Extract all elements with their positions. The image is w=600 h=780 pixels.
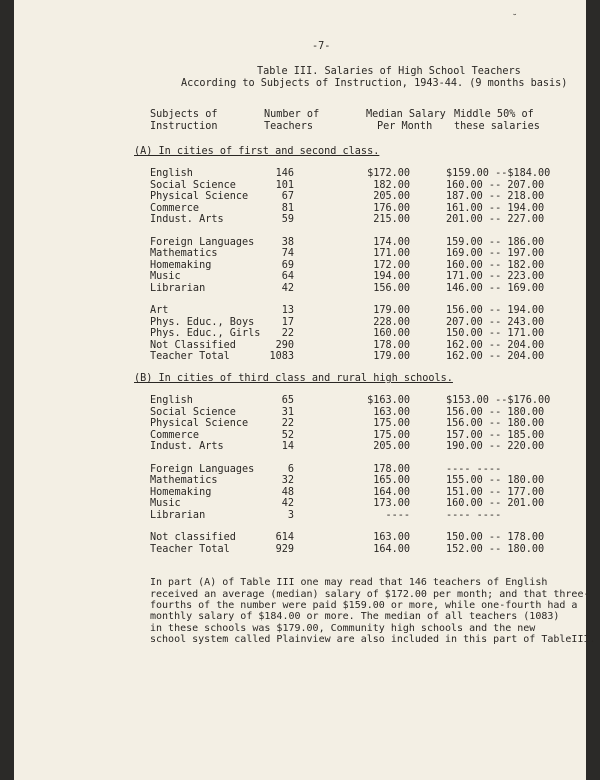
median-cell: 172.00 <box>373 259 410 271</box>
number-cell: 81 <box>281 202 294 214</box>
subject-cell: Mathematics <box>150 475 218 487</box>
page-number: -7- <box>312 41 331 52</box>
median-cell: 178.00 <box>373 463 410 475</box>
number-cell: 22 <box>281 418 294 430</box>
subject-cell: Teacher Total <box>150 543 230 555</box>
header-number: Teachers <box>264 121 314 132</box>
range-cell: 161.00 -- 194.00 <box>446 202 545 214</box>
median-cell: 163.00 <box>373 406 410 418</box>
median-cell: 156.00 <box>373 282 410 294</box>
subject-cell: Art <box>150 305 169 316</box>
range-cell: 152.00 -- 180.00 <box>446 543 545 555</box>
range-cell: 190.00 -- 220.00 <box>446 441 545 453</box>
subject-cell: Indust. Arts <box>150 214 224 226</box>
median-cell: 205.00 <box>373 191 410 203</box>
median-cell: 182.00 <box>373 179 410 191</box>
range-cell: ---- ---- <box>446 463 502 475</box>
median-cell: 171.00 <box>373 248 410 260</box>
median-cell: 179.00 <box>373 351 410 363</box>
subject-cell: Social Science <box>150 179 236 191</box>
median-cell: 173.00 <box>373 498 410 510</box>
median-cell: ---- <box>385 509 410 521</box>
range-cell: 156.00 -- 180.00 <box>446 418 545 430</box>
median-cell: $163.00 <box>367 395 410 406</box>
corner-mark: ˘ <box>512 14 518 24</box>
subject-cell: English <box>150 168 193 179</box>
range-cell: 169.00 -- 197.00 <box>446 248 545 260</box>
subject-cell: Commerce <box>150 429 200 441</box>
subject-cell: Foreign Languages <box>150 463 255 475</box>
header-subjects: Subjects of <box>150 109 218 120</box>
median-cell: 179.00 <box>373 305 410 316</box>
paragraph-line: fourths of the number were paid $159.00 or more, while one-fourth had a <box>150 600 578 611</box>
number-cell: 3 <box>287 509 294 521</box>
number-cell: 14 <box>281 441 294 453</box>
median-cell: 175.00 <box>373 429 410 441</box>
subject-cell: Physical Science <box>150 418 249 430</box>
subject-cell: Indust. Arts <box>150 441 224 453</box>
median-cell: 205.00 <box>373 441 410 453</box>
range-cell: 146.00 -- 169.00 <box>446 282 545 294</box>
number-cell: 42 <box>281 282 294 294</box>
number-cell: 13 <box>281 305 294 316</box>
subject-cell: Teacher Total <box>150 351 230 363</box>
paragraph-line: school system called Plainview are also included in this part of TableIII. <box>150 634 596 645</box>
subject-cell: English <box>150 395 193 406</box>
number-cell: 38 <box>281 236 294 248</box>
header-subjects: Instruction <box>150 121 218 132</box>
header-number: Number of <box>264 109 320 120</box>
paragraph-line: monthly salary of $184.00 or more. The median of all teachers (1083) <box>150 611 560 622</box>
range-cell: 150.00 -- 171.00 <box>446 328 545 340</box>
number-cell: 48 <box>281 486 294 498</box>
range-cell: 150.00 -- 178.00 <box>446 532 545 543</box>
subject-cell: Music <box>150 271 181 283</box>
range-cell: 159.00 -- 186.00 <box>446 236 545 248</box>
median-cell: 164.00 <box>373 543 410 555</box>
header-median: Per Month <box>377 121 433 132</box>
subject-cell: Foreign Languages <box>150 236 255 248</box>
document-page <box>14 0 596 780</box>
median-cell: 178.00 <box>373 339 410 351</box>
number-cell: 74 <box>281 248 294 260</box>
section-label-b: (B) In cities of third class and rural high schools. <box>134 373 453 384</box>
range-cell: 207.00 -- 243.00 <box>446 316 545 328</box>
number-cell: 59 <box>281 214 294 226</box>
number-cell: 101 <box>275 179 294 191</box>
header-median: Median Salary <box>366 109 446 120</box>
median-cell: 163.00 <box>373 532 410 543</box>
range-cell: 160.00 -- 207.00 <box>446 179 545 191</box>
range-cell: 156.00 -- 180.00 <box>446 406 545 418</box>
subject-cell: Music <box>150 498 181 510</box>
range-cell: 171.00 -- 223.00 <box>446 271 545 283</box>
number-cell: 32 <box>281 475 294 487</box>
number-cell: 67 <box>281 191 294 203</box>
section-label-a: (A) In cities of first and second class. <box>134 146 380 157</box>
range-cell: 187.00 -- 218.00 <box>446 191 545 203</box>
range-cell: $153.00 --$176.00 <box>446 395 551 406</box>
range-cell: 162.00 -- 204.00 <box>446 351 545 363</box>
range-cell: 155.00 -- 180.00 <box>446 475 545 487</box>
median-cell: 176.00 <box>373 202 410 214</box>
median-cell: $172.00 <box>367 168 410 179</box>
range-cell: ---- ---- <box>446 509 502 521</box>
number-cell: 31 <box>281 406 294 418</box>
number-cell: 65 <box>281 395 294 406</box>
number-cell: 22 <box>281 328 294 340</box>
median-cell: 174.00 <box>373 236 410 248</box>
median-cell: 194.00 <box>373 271 410 283</box>
number-cell: 146 <box>275 168 294 179</box>
subject-cell: Phys. Educ., Boys <box>150 316 255 328</box>
table-title: Table III. Salaries of High School Teachers <box>257 66 521 77</box>
subject-cell: Homemaking <box>150 259 212 271</box>
range-cell: 156.00 -- 194.00 <box>446 305 545 316</box>
subject-cell: Commerce <box>150 202 200 214</box>
number-cell: 64 <box>281 271 294 283</box>
range-cell: $159.00 --$184.00 <box>446 168 551 179</box>
range-cell: 201.00 -- 227.00 <box>446 214 545 226</box>
number-cell: 614 <box>275 532 294 543</box>
range-cell: 160.00 -- 201.00 <box>446 498 545 510</box>
median-cell: 165.00 <box>373 475 410 487</box>
paragraph-line: In part (A) of Table III one may read that 146 teachers of English <box>150 577 548 588</box>
median-cell: 228.00 <box>373 316 410 328</box>
number-cell: 1083 <box>269 351 294 363</box>
number-cell: 17 <box>281 316 294 328</box>
number-cell: 42 <box>281 498 294 510</box>
number-cell: 6 <box>287 463 294 475</box>
subject-cell: Not classified <box>150 532 236 543</box>
subject-cell: Phys. Educ., Girls <box>150 328 261 340</box>
median-cell: 175.00 <box>373 418 410 430</box>
number-cell: 929 <box>275 543 294 555</box>
range-cell: 162.00 -- 204.00 <box>446 339 545 351</box>
table-subtitle: According to Subjects of Instruction, 1943-44. (9 months basis) <box>181 78 568 89</box>
range-cell: 160.00 -- 182.00 <box>446 259 545 271</box>
number-cell: 290 <box>275 339 294 351</box>
range-cell: 151.00 -- 177.00 <box>446 486 545 498</box>
number-cell: 52 <box>281 429 294 441</box>
subject-cell: Librarian <box>150 282 206 294</box>
header-middle: Middle 50% of <box>454 109 534 120</box>
header-middle: these salaries <box>454 121 540 132</box>
paragraph-line: in these schools was $179.00, Community high schools and the new <box>150 623 536 634</box>
subject-cell: Homemaking <box>150 486 212 498</box>
subject-cell: Not Classified <box>150 339 236 351</box>
subject-cell: Physical Science <box>150 191 249 203</box>
range-cell: 157.00 -- 185.00 <box>446 429 545 441</box>
median-cell: 215.00 <box>373 214 410 226</box>
subject-cell: Librarian <box>150 509 206 521</box>
subject-cell: Mathematics <box>150 248 218 260</box>
median-cell: 164.00 <box>373 486 410 498</box>
subject-cell: Social Science <box>150 406 236 418</box>
paragraph-line: received an average (median) salary of $172.00 per month; and that three- <box>150 589 590 600</box>
median-cell: 160.00 <box>373 328 410 340</box>
number-cell: 69 <box>281 259 294 271</box>
